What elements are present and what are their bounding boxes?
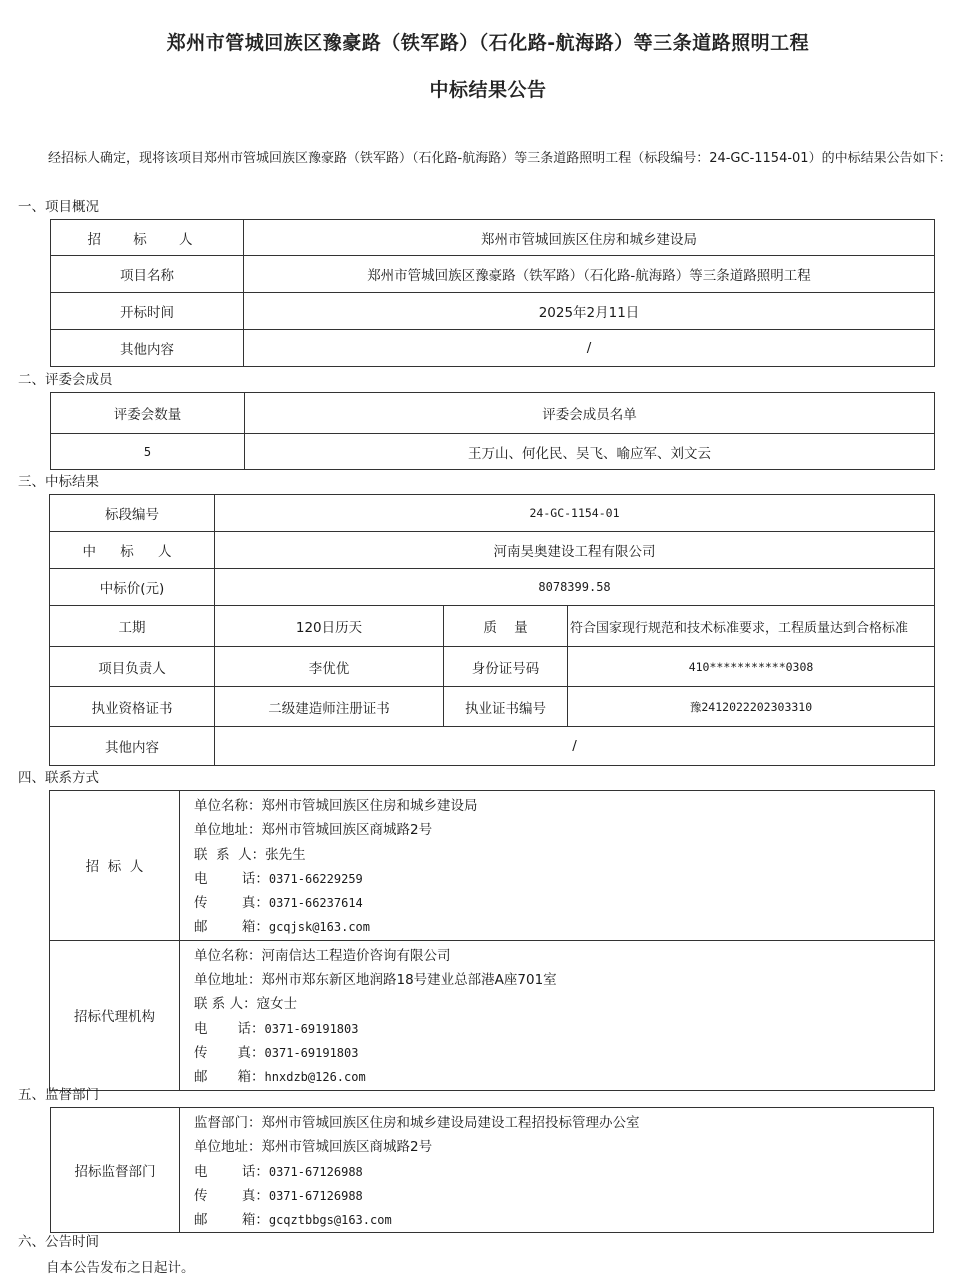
contact-person-label: 联 系 人： [194,846,266,863]
project-name-label: 项目名称 [51,256,244,293]
fax-label: 传 真： [194,895,269,912]
other-value: / [215,727,935,766]
agency-contact-block [180,940,935,1090]
phone-label: 电 话： [194,1020,265,1037]
intro-paragraph: 经招标人确定，现将该项目郑州市管城回族区豫豪路（铁军路）（石化路-航海路）等三条道路照明工程（标段编号：24-GC-1154-01）的中标结果公告如下： [48,151,952,166]
bid-no-label: 标段编号 [50,495,215,532]
dept-value: 郑州市管城回族区住房和城乡建设局建设工程招投标管理办公室 [261,1115,640,1131]
bid-no-value: 24-GC-1154-01 [215,495,935,532]
table-row [51,393,935,434]
fax-label: 传 真： [194,1187,269,1204]
winner-value: 河南昊奥建设工程有限公司 [215,532,935,569]
section-heading-overview: 一、项目概况 [18,199,99,215]
opening-time-label: 开标时间 [51,293,244,330]
cert-label: 执业资格证书 [50,687,215,727]
manager-value: 李优优 [215,647,444,687]
period-label: 工期 [50,606,215,647]
contact-table [49,790,935,1091]
unit-address-value: 郑州市管城回族区商城路2号 [261,822,433,839]
price-value: 8078399.58 [215,569,935,606]
page-subtitle: 中标结果公告 [429,79,547,101]
supervision-block [180,1108,934,1233]
quality-label: 质 量 [444,606,568,647]
phone-value: 0371-67126988 [268,1164,363,1179]
section-heading-committee: 二、评委会成员 [18,372,113,388]
opening-time-value: 2025年2月11日 [244,293,935,330]
section-heading-contact: 四、联系方式 [18,770,99,786]
email-value: gcqjsk@163.com [268,920,370,935]
section-heading-result: 三、中标结果 [18,474,99,490]
committee-count-header: 评委会数量 [51,393,245,434]
table-row [50,647,935,687]
contact-person-value: 张先生 [265,846,306,863]
table-row [50,532,935,569]
unit-address-label: 单位地址： [194,972,262,989]
cert-no-label: 执业证书编号 [444,687,568,727]
table-row [51,220,935,256]
committee-members: 王万山、何化民、吴飞、喻应军、刘文云 [245,434,935,470]
tenderer-contact-label: 招 标 人 [50,791,180,941]
table-row [50,495,935,532]
fax-value: 0371-69191803 [264,1045,359,1060]
contact-person-value: 寇女士 [256,996,298,1013]
fax-label: 传 真： [194,1044,265,1061]
email-value: hnxdzb@126.com [264,1070,366,1085]
unit-name-value: 河南信达工程造价咨询有限公司 [261,947,451,964]
agency-contact-label: 招标代理机构 [50,940,180,1090]
supervision-label: 招标监督部门 [51,1108,180,1233]
unit-address-label: 单位地址： [194,1139,262,1156]
email-value: gcqztbbgs@163.com [268,1213,392,1228]
phone-label: 电 话： [194,870,269,887]
id-value: 410***********0308 [568,647,935,687]
section-heading-announce-time: 六、公告时间 [18,1234,99,1250]
unit-name-label: 单位名称： [194,947,262,964]
tenderer-value: 郑州市管城回族区住房和城乡建设局 [244,220,935,256]
table-row [50,940,935,1090]
winner-label: 中 标 人 [50,532,215,569]
section-heading-supervision: 五、监督部门 [18,1087,99,1103]
phone-label: 电 话： [194,1163,269,1180]
table-row [51,256,935,293]
overview-table [50,219,935,367]
page-title: 郑州市管城回族区豫豪路（铁军路）（石化路-航海路）等三条道路照明工程 [166,32,810,54]
unit-address-label: 单位地址： [194,822,262,839]
table-row [50,606,935,647]
email-label: 邮 箱： [194,1212,269,1229]
tenderer-label: 招 标 人 [51,220,244,256]
unit-name-label: 单位名称： [194,798,262,814]
fax-value: 0371-66237614 [268,896,363,911]
manager-label: 项目负责人 [50,647,215,687]
cert-value: 二级建造师注册证书 [215,687,444,727]
dept-label: 监督部门： [194,1115,262,1131]
id-label: 身份证号码 [444,647,568,687]
fax-value: 0371-67126988 [268,1188,363,1203]
unit-name-value: 郑州市管城回族区住房和城乡建设局 [261,798,478,814]
committee-table [50,392,935,470]
contact-person-label: 联 系 人： [194,996,257,1013]
quality-value: 符合国家现行规范和技术标准要求，工程质量达到合格标准 [568,606,935,647]
announce-time-text: 自本公告发布之日起计。 [46,1260,195,1276]
table-row [51,434,935,470]
committee-members-header: 评委会成员名单 [245,393,935,434]
period-value: 120日历天 [215,606,444,647]
table-row [51,1108,934,1233]
phone-value: 0371-66229259 [268,871,363,886]
unit-address-value: 郑州市郑东新区地润路18号建业总部港A座701室 [261,972,557,989]
result-table [49,494,935,766]
price-label: 中标价(元) [50,569,215,606]
table-row [51,330,935,367]
committee-count: 5 [51,434,245,470]
tenderer-contact-block [180,791,935,941]
email-label: 邮 箱： [194,1069,265,1086]
cert-no-value: 豫2412022202303310 [568,687,935,727]
table-row [50,727,935,766]
email-label: 邮 箱： [194,919,269,936]
project-name-value: 郑州市管城回族区豫豪路（铁军路）（石化路-航海路）等三条道路照明工程 [244,256,935,293]
phone-value: 0371-69191803 [264,1021,359,1036]
table-row [50,687,935,727]
other-content-label: 其他内容 [51,330,244,367]
other-label: 其他内容 [50,727,215,766]
table-row [50,791,935,941]
supervision-table [50,1107,934,1233]
table-row [51,293,935,330]
table-row [50,569,935,606]
unit-address-value: 郑州市管城回族区商城路2号 [261,1139,433,1156]
other-content-value: / [244,330,935,367]
